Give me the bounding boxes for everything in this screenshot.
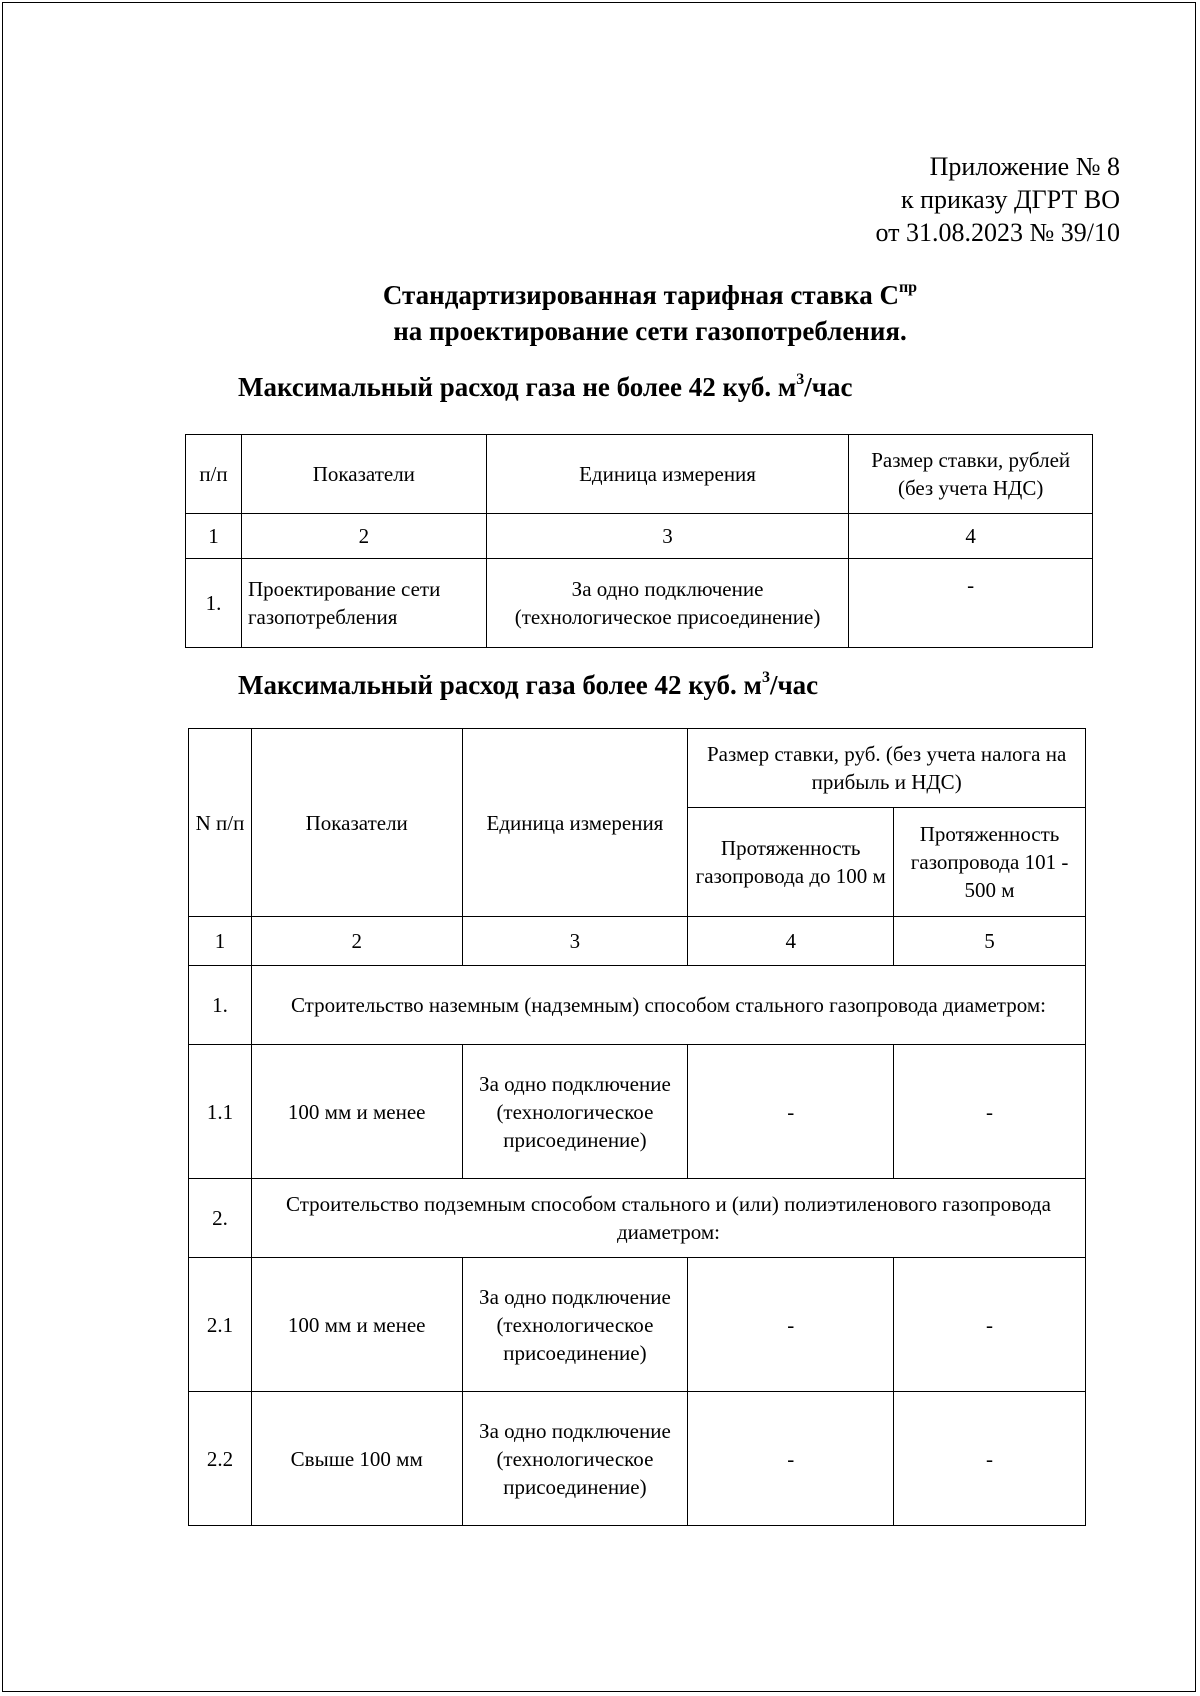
header-cell: Единица измерения <box>486 435 849 514</box>
section-title: Строительство подземным способом стального и (или) полиэтиленового газопровода диаметром: <box>251 1179 1085 1258</box>
header-cell: Размер ставки, рублей (без учета НДС) <box>849 435 1093 514</box>
tariff-table-large <box>188 728 1086 1526</box>
header-cell: Показатели <box>241 435 486 514</box>
row-number: 2.2 <box>189 1392 252 1526</box>
column-number: 1 <box>189 917 252 966</box>
title-line-2: на проектирование сети газопотребления. <box>393 316 907 346</box>
document-title <box>200 277 1100 349</box>
appendix-reference <box>875 150 1120 249</box>
row-rate-500: - <box>894 1258 1086 1392</box>
column-number: 1 <box>186 514 242 559</box>
column-number-row <box>186 514 1093 559</box>
row-rate-500: - <box>894 1045 1086 1179</box>
header-cell-unit: Единица измерения <box>462 729 688 917</box>
header-cell-rate-group: Размер ставки, руб. (без учета налога на прибыль и НДС) <box>688 729 1086 808</box>
table-header-row <box>186 435 1093 514</box>
header-cell: п/п <box>186 435 242 514</box>
column-number: 5 <box>894 917 1086 966</box>
row-unit: За одно подключение (технологическое присоединение) <box>486 559 849 648</box>
section-2-heading: Максимальный расход газа более 42 куб. $м^3$/час <box>238 669 819 700</box>
row-number: 2.1 <box>189 1258 252 1392</box>
column-number: 3 <box>462 917 688 966</box>
row-indicator: 100 мм и менее <box>251 1258 462 1392</box>
table-row <box>186 559 1093 648</box>
column-number: 3 <box>486 514 849 559</box>
row-rate: - <box>849 559 1093 648</box>
title-superscript: пр <box>898 279 918 296</box>
row-unit: За одно подключение (технологическое присоединение) <box>462 1258 688 1392</box>
appendix-line: Приложение № 8 <box>929 152 1120 181</box>
section-number: 2. <box>189 1179 252 1258</box>
section-title: Строительство наземным (надземным) способом стального газопровода диаметром: <box>251 966 1085 1045</box>
row-rate-500: - <box>894 1392 1086 1526</box>
column-number-row <box>189 917 1086 966</box>
row-indicator: 100 мм и менее <box>251 1045 462 1179</box>
header-cell-indicator: Показатели <box>251 729 462 917</box>
section-1-heading: Максимальный расход газа не более 42 куб. $м^3$/час <box>238 371 853 402</box>
row-number: 1.1 <box>189 1045 252 1179</box>
row-unit: За одно подключение (технологическое присоединение) <box>462 1045 688 1179</box>
column-number: 4 <box>849 514 1093 559</box>
row-unit: За одно подключение (технологическое присоединение) <box>462 1392 688 1526</box>
table-row <box>189 1392 1086 1526</box>
column-number: 2 <box>241 514 486 559</box>
table-header-row <box>189 729 1086 808</box>
section-number: 1. <box>189 966 252 1045</box>
appendix-line: к приказу ДГРТ ВО <box>900 185 1120 214</box>
row-indicator: Свыше 100 мм <box>251 1392 462 1526</box>
tariff-table-small <box>185 434 1093 648</box>
table-row <box>189 1045 1086 1179</box>
column-number: 2 <box>251 917 462 966</box>
header-cell-number: N п/п <box>189 729 252 917</box>
row-indicator: Проектирование сети газопотребления <box>241 559 486 648</box>
column-number: 4 <box>688 917 894 966</box>
row-rate-100: - <box>688 1045 894 1179</box>
header-cell-rate-500: Протяженность газопровода 101 - 500 м <box>894 808 1086 917</box>
appendix-line: от 31.08.2023 № 39/10 <box>875 218 1120 247</box>
section-row <box>189 1179 1086 1258</box>
table-row <box>189 1258 1086 1392</box>
row-number: 1. <box>186 559 242 648</box>
row-rate-100: - <box>688 1392 894 1526</box>
title-line-1: Стандартизированная тарифная ставка С <box>382 280 899 310</box>
header-cell-rate-100: Протяженность газопровода до 100 м <box>688 808 894 917</box>
row-rate-100: - <box>688 1258 894 1392</box>
section-row <box>189 966 1086 1045</box>
